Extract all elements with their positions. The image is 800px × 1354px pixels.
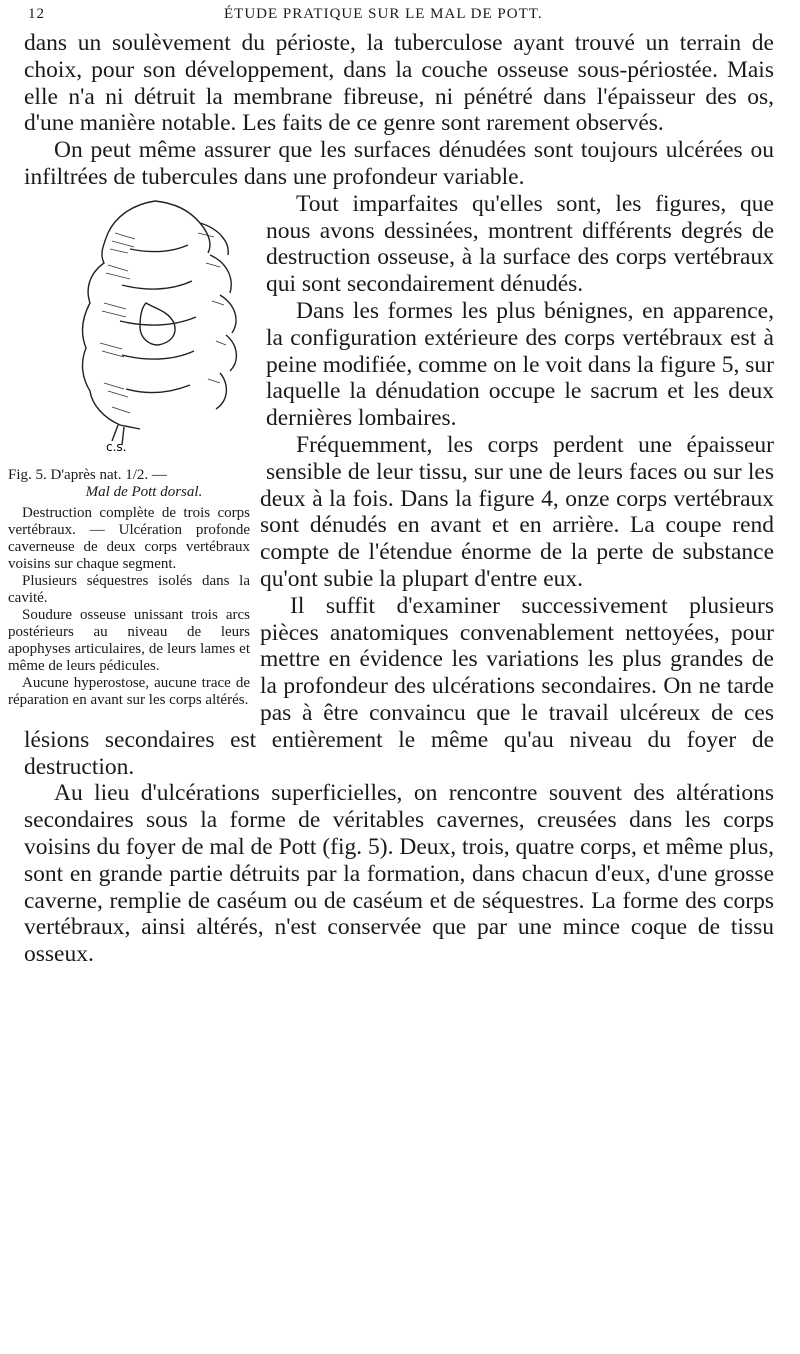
spinous-processes [200,223,236,409]
hatching [100,233,226,413]
spine-drawing [60,193,260,453]
paragraph-5: Fréquemment, les corps perdent une épaisseur sensible de leur tissu, sur une de leurs faces ou sur les deux à la fois. Dans la figure 4, onze corps vertébraux sont dénudés en avant et en arrière. La coupe rend compte de l'étendue énorme de la perte de substance qu'ont subie la plupart d'entre eux. [260,431,774,592]
caption-subtitle: Mal de Pott dorsal. [85,483,203,500]
caption-item-2: Plusieurs séquestres isolés dans la cavité. [8,572,250,606]
paragraph-7: Au lieu d'ulcérations superficielles, on rencontre souvent des altérations secondaires sous la forme de véritables cavernes, creusées dans les corps voisins du foyer de mal de Pott (fig. 5). Deux, trois, quatre corps, et même plus, sont en grande partie détruits par la formation, dans chacun d'eux, d'une grosse caverne, remplie de caséum ou de caséum et de séquestres. La forme des corps vertébraux, ainsi altérés, n'est conservée que par une mince coque de tissu osseux. [24,780,774,968]
caption-item-1: Destruction complète de trois corps vertébraux. — Ulcération profonde caverneuse de deux corps vertébraux voisins sur chaque segment. [8,504,250,572]
caption-item-4: Aucune hyperostose, aucune trace de réparation en avant sur les corps altérés. [8,674,250,708]
caption-item-3: Soudure osseuse unissant trois arcs postérieurs au niveau de leurs apophyses articulaires, de leurs lames et même de leurs pédicules. [8,606,250,674]
paragraph-4: Dans les formes les plus bénignes, en apparence, la configuration extérieure des corps vertébraux est à peine modifiée, comme on le voit dans la figure 5, sur laquelle la dénudation occupe le sacrum et les deux dernières lombaires. [266,297,774,432]
paragraph-3: Tout imparfaites qu'elles sont, les figures, que nous avons dessinées, montrent différents degrés de destruction osseuse, à la surface des corps vertébraux qui sont secondairement dénudés. [266,190,774,298]
caption-title: Fig. 5. D'après nat. 1/2. — [8,466,167,483]
book-page [8,0,786,1354]
figure-spine-illustration [8,193,258,461]
paragraph-6: Il suffit d'examiner successivement plusieurs pièces anatomiques convenablement nettoyées, pour mettre en évidence les variations les plus grandes de la profondeur des ulcérations secondaires. On ne tarde pas à être convaincu que le travail ulcéreux de ces lésions secondaires est entièrement le même qu'au niveau du foyer de destruction. [24,592,774,780]
figure-label-cs: c.s. [106,439,127,453]
page-number: 12 [28,6,45,22]
figure-caption [8,467,250,709]
paragraph-1: dans un soulèvement du périoste, la tuberculose ayant trouvé un terrain de choix, pour son développement, dans la couche osseuse sous-périostée. Mais elle n'a ni détruit la membrane fibreuse, ni pénétré dans l'épaisseur des os, d'une manière notable. Les faits de ce genre sont rarement observés. [24,30,774,137]
body-text [8,30,774,968]
paragraph-2: On peut même assurer que les surfaces dénudées sont toujours ulcérées ou infiltrées de tubercules dans une profondeur variable. [24,137,774,190]
vertebra-separators [120,245,196,392]
spine-outline-top [155,201,210,253]
running-title: ÉTUDE PRATIQUE SUR LE MAL DE POTT. [224,6,543,22]
